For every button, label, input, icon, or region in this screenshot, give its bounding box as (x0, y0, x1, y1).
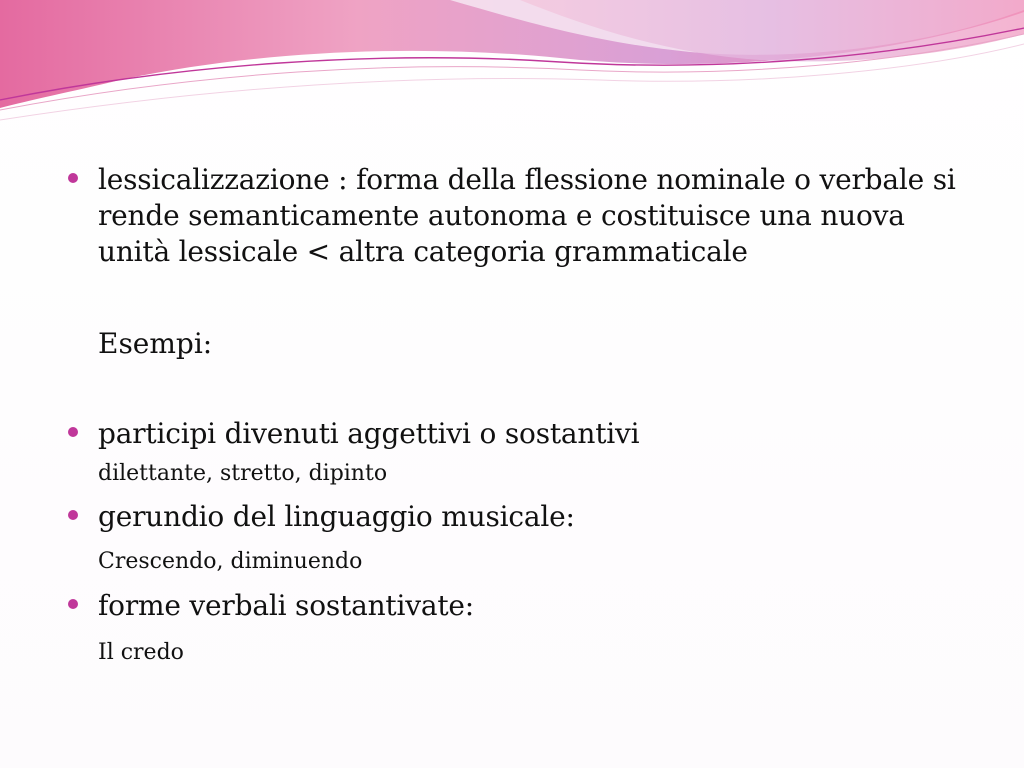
list-item (68, 499, 968, 535)
list-item-text: forme verbali sostantivate: (98, 589, 474, 622)
list-item-example: Crescendo, diminuendo (98, 549, 363, 574)
bullet-icon (68, 510, 78, 520)
list-item-intro (68, 162, 968, 270)
list-item-example: Il credo (98, 640, 184, 665)
bullet-icon (68, 599, 78, 609)
list-item (68, 416, 968, 452)
list-item-example: dilettante, stretto, dipinto (98, 461, 388, 486)
intro-text: lessicalizzazione : forma della flessione nominale o verbale si rende semanticamente autonoma e costituisce una nuova unità lessicale < altra categoria grammaticale (98, 163, 956, 268)
list-item-text: participi divenuti aggettivi o sostantivi (98, 417, 640, 450)
examples-label: Esempi: (98, 327, 213, 360)
list-item-text: gerundio del linguaggio musicale: (98, 500, 575, 533)
bullet-icon (68, 427, 78, 437)
list-item (68, 588, 968, 624)
bullet-icon (68, 173, 78, 183)
